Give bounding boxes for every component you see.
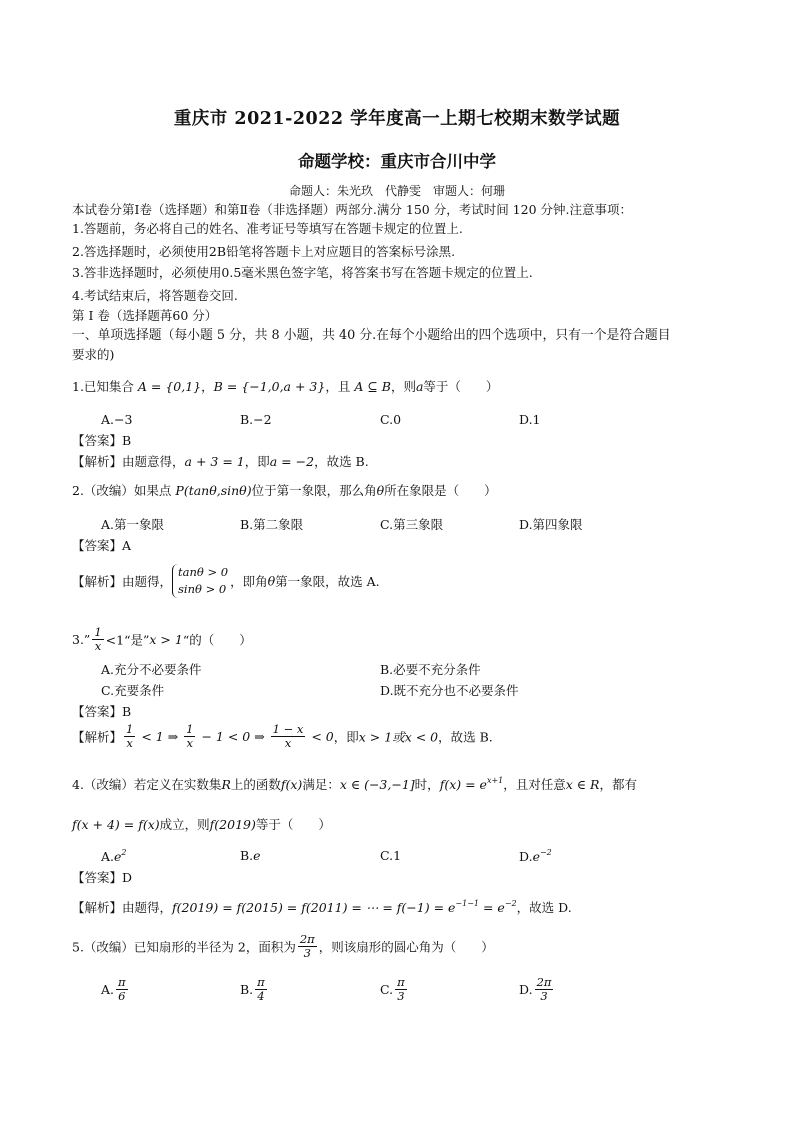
note-2: 2.答选择题时，必须使用2B铅笔将答题卡上对应题目的答案标号涂黑. <box>72 244 456 259</box>
intro-line: 本试卷分第Ⅰ卷（选择题）和第Ⅱ卷（非选择题）两部分.满分 150 分，考试时间 120 分钟.注意事项： <box>72 202 632 217</box>
question-4-stem-cont: f(x + 4) = f(x)成立，则f(2019)等于（ ） <box>72 817 331 832</box>
q3-option-a: A.充分不必要条件 <box>101 662 202 677</box>
question-5-stem: 5.（改编）已知扇形的半径为 2，面积为 $\frac{2\pi}{3}$ ，则该扇形的圆心角为（ ） <box>72 932 494 960</box>
q1-option-c: C.0 <box>380 412 402 427</box>
q5-option-b: B. $\frac{\pi}{4}$ <box>240 975 265 1003</box>
question-3-stem: 3.” $\frac{1}{x}$ <1“是”x > 1“的（ ） <box>72 625 252 653</box>
q4-analysis: 【解析】由题得，f(2019) = f(2015) = f(2011) = ⋯ = $f(-1) = e^{-1-1} = e^{-2}$，故选 D. <box>72 899 572 915</box>
section-1-heading-cont: 要求的) <box>72 347 115 362</box>
q2-option-c: C.第三象限 <box>380 517 444 532</box>
q2-option-b: B.第二象限 <box>240 517 304 532</box>
fraction: $\frac{1}{x}$ <box>94 625 102 653</box>
note-4: 4.考试结束后，将答题卷交回. <box>72 288 238 303</box>
q3-answer: 【答案】B <box>72 704 132 719</box>
note-1: 1.答题前，务必将自己的姓名、准考证号等填写在答题卡规定的位置上. <box>72 221 463 236</box>
q5-option-a: A. $\frac{\pi}{6}$ <box>101 975 126 1003</box>
question-4-stem: 4.（改编）若定义在实数集R上的函数f(x)满足：x ∈ (−3,−1]时，$f(x) = e^{x+1}$，且对任意x ∈ R，都有 <box>72 776 637 792</box>
q3-option-b: B.必要不充分条件 <box>380 662 481 677</box>
q3-option-d: D.既不充分也不必要条件 <box>380 683 519 698</box>
note-3: 3.答非选择题时，必须使用0.5毫米黑色签字笔，将答案书写在答题卡规定的位置上. <box>72 265 533 280</box>
q4-option-b: B.e <box>240 848 261 863</box>
fraction: $\frac{1 - x}{x}$ <box>272 722 304 750</box>
fraction: $\frac{1}{x}$ <box>126 722 134 750</box>
authors-line: 命题人：朱光玖 代静雯 审题人：何珊 <box>288 184 505 198</box>
q4-answer: 【答案】D <box>72 870 133 885</box>
q1-analysis: 【解析】由题意得，a + 3 = 1，即a = −2，故选 B. <box>72 454 369 469</box>
q2-option-a: A.第一象限 <box>101 517 165 532</box>
q4-option-c: C.1 <box>380 848 402 863</box>
question-1-stem: 1.已知集合 A = {0,1}，B = {−1,0,a + 3}，且 A ⊆ B，则a等于（ ） <box>72 379 499 394</box>
q1-answer: 【答案】B <box>72 433 132 448</box>
q1-option-d: D.1 <box>519 412 541 427</box>
q2-option-d: D.第四象限 <box>519 517 583 532</box>
section-1-heading: 一、单项选择题（每小题 5 分，共 8 小题，共 40 分.在每个小题给出的四个选项中，只有一个是符合题目 <box>72 328 671 343</box>
q5-option-d: D. $\frac{2\pi}{3}$ <box>519 975 552 1003</box>
q1-option-b: B.−2 <box>240 412 272 427</box>
q5-option-c: C. $\frac{\pi}{3}$ <box>380 975 405 1003</box>
q2-analysis: 【解析】由题得， tanθ > 0 sinθ > 0 ，即角θ第一象限，故选 A. <box>72 565 380 596</box>
q3-option-c: C.充要条件 <box>101 683 165 698</box>
inequality-system: tanθ > 0 sinθ > 0 <box>172 564 228 598</box>
q4-option-a: $A.e^2$ <box>101 848 127 864</box>
fraction: $\frac{1}{x}$ <box>186 722 194 750</box>
fraction: $\frac{2\pi}{3}$ <box>299 932 315 960</box>
q2-answer: 【答案】A <box>72 538 132 553</box>
question-2-stem: 2.（改编）如果点 P(tanθ,sinθ)位于第一象限，那么角θ所在象限是（ ） <box>72 483 497 498</box>
part-1-heading: 第 I 卷（选择题苒60 分） <box>72 308 218 323</box>
q3-analysis: 【解析】 $\frac{1}{x}$ < 1 ⇒ $\frac{1}{x}$ − 1 < 0 ⇒ $\frac{1 - x}{x}$ < 0，即x > 1或x < 0，故选 B. <box>72 722 493 750</box>
q1-option-a: A.−3 <box>101 412 133 427</box>
page-title: 重庆市 2021-2022 学年度高一上期七校期末数学试题 <box>173 109 621 129</box>
school-line: 命题学校：重庆市合川中学 <box>298 152 496 171</box>
q4-option-d: $D.e^{-2}$ <box>519 848 552 864</box>
